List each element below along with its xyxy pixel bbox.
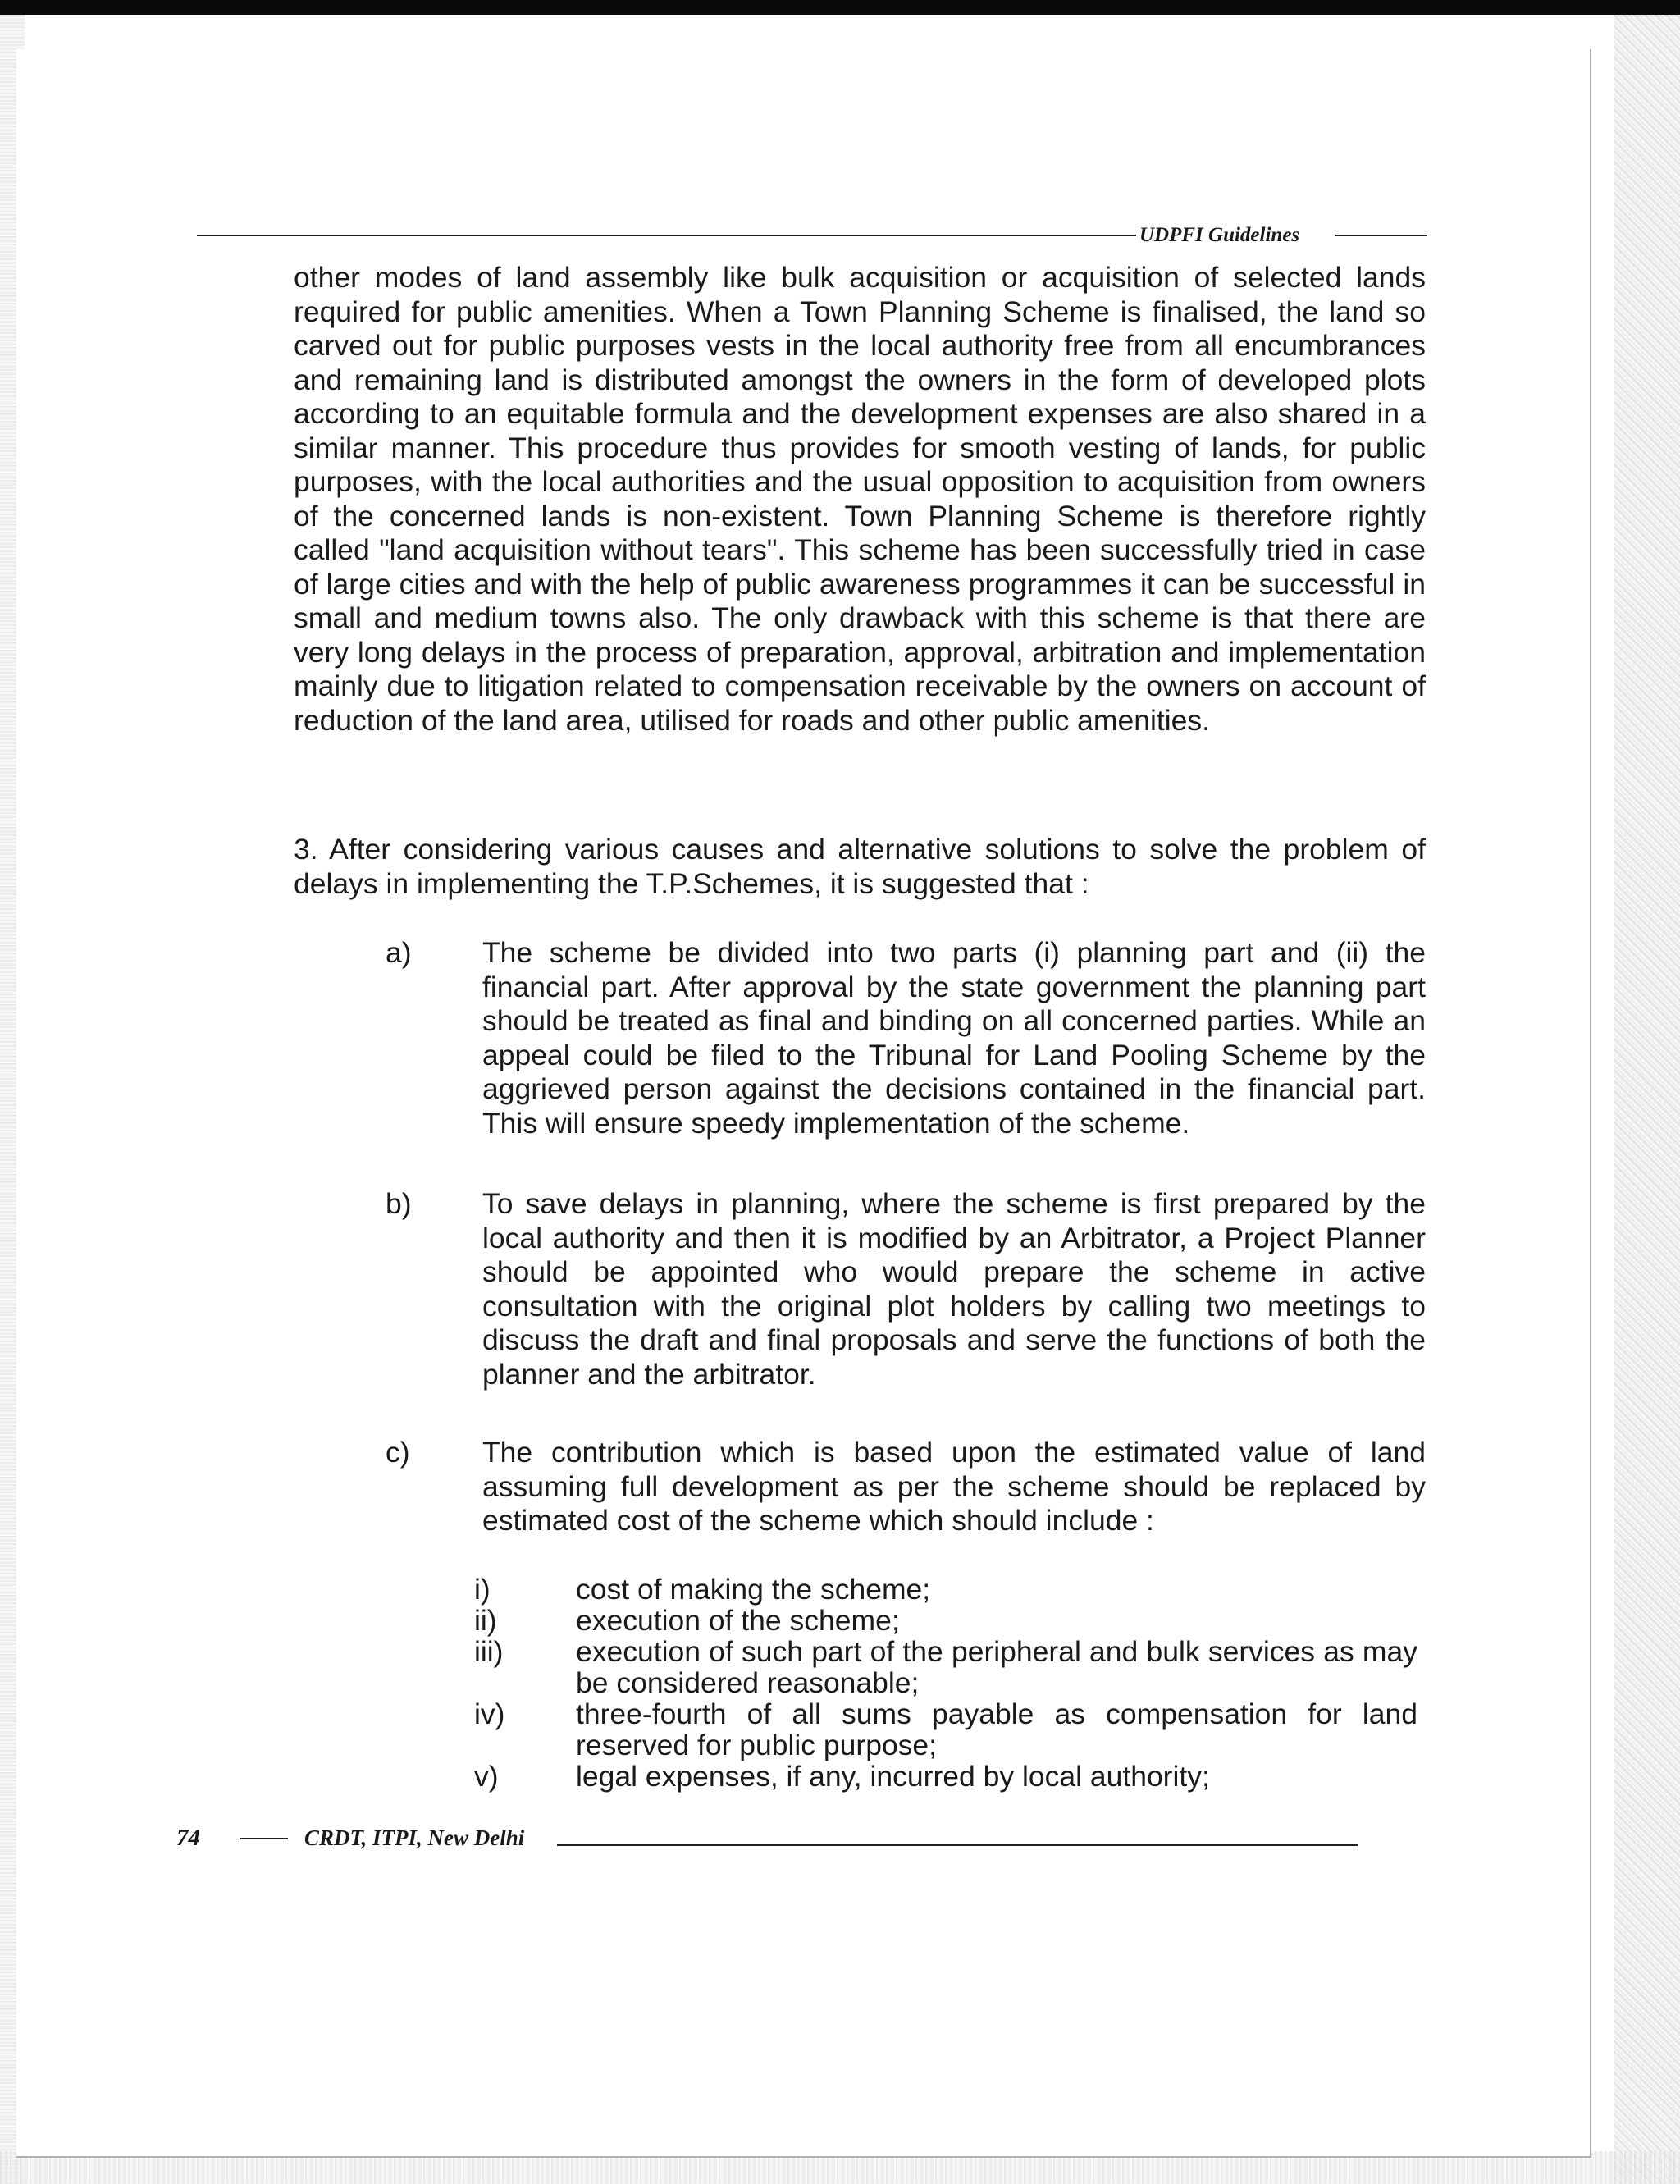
body-paragraph-1: other modes of land assembly like bulk acquisition or acquisition of selected lands required for public amenities. When a Town Planning Scheme is finalised, the land so carved out for public purposes vests in the local authority free from all encumbrances and remaining land is distributed amongst the owners in the form of developed plots according to an equitable formula and the development expenses are also shared in a similar manner. This procedure thus provides for smooth vesting of lands, for public purposes, with the local authorities and the usual opposition to acquisition from owners of the concerned lands is non-existent. Town Planning Scheme is therefore rightly called "land acquisition without tears". This scheme has been successfully tried in case of large cities and with the help of public awareness programmes it can be successful in small and medium towns also. The only drawback with this scheme is that there are very long delays in the process of preparation, approval, arbitration and implementation mainly due to litigation related to compensation receivable by the owners on account of reduction of the land area, utilised for roads and other public amenities. <box>294 261 1426 737</box>
page-header <box>197 224 1427 246</box>
list-item-label: b) <box>386 1187 412 1220</box>
list-item-label: a) <box>386 936 412 969</box>
sub-list-label: v) <box>474 1760 499 1793</box>
list-item-text: The scheme be divided into two parts (i) planning part and (ii) the financial part. After approval by the state government the planning part should be treated as final and binding on all concerned parties. While an appeal could be filed to the Tribunal for Land Pooling Scheme by the aggrieved person against the decisions contained in the financial part. This will ensure speedy implementation of the scheme. <box>482 936 1426 1140</box>
body-paragraph-2: 3. After considering various causes and alternative solutions to solve the problem of delays in implementing the T.P.Schemes, it is suggested that : <box>294 833 1426 900</box>
sub-list-item-iv <box>474 1698 1418 1761</box>
sub-list-text: legal expenses, if any, incurred by local authority; <box>576 1760 1210 1793</box>
page-footer <box>176 1825 1358 1850</box>
sub-list-item-ii <box>474 1605 1418 1636</box>
sub-list-item-i <box>474 1574 1418 1605</box>
sub-list-text: three-fourth of all sums payable as compensation for land reserved for public purpose; <box>576 1697 1418 1761</box>
sub-list-text: execution of such part of the peripheral and bulk services as may be considered reasonable; <box>576 1635 1418 1699</box>
sub-list-text: cost of making the scheme; <box>576 1573 931 1606</box>
header-rule-left <box>197 235 1136 236</box>
footer-organization: CRDT, ITPI, New Delhi <box>304 1825 525 1850</box>
list-item-text: To save delays in planning, where the scheme is first prepared by the local authority and then it is modified by an Arbitrator, a Project Planner should be appointed who would prepare the scheme in active consultation with the original plot holders by calling two meetings to discuss the draft and final proposals and serve the functions of both the planner and the arbitrator. <box>482 1187 1426 1391</box>
sub-list-text: execution of the scheme; <box>576 1604 900 1637</box>
scan-top-border <box>0 0 1680 15</box>
sub-list-label: i) <box>474 1573 491 1606</box>
footer-dash <box>240 1838 288 1839</box>
sub-list-item-v <box>474 1761 1418 1792</box>
sub-list-item-iii <box>474 1636 1418 1698</box>
list-item-text: The contribution which is based upon the estimated value of land assuming full development as per the scheme should be replaced by estimated cost of the scheme which should include : <box>482 1436 1426 1537</box>
page-number: 74 <box>176 1825 200 1851</box>
running-title: UDPFI Guidelines <box>1139 224 1300 246</box>
sub-list-label: iv) <box>474 1697 505 1730</box>
list-item-label: c) <box>386 1436 410 1469</box>
footer-rule <box>557 1844 1358 1846</box>
sub-list-label: ii) <box>474 1604 497 1637</box>
sub-list-label: iii) <box>474 1635 504 1668</box>
header-rule-right <box>1335 235 1427 236</box>
scan-right-edge <box>1614 15 1680 2184</box>
sub-list <box>474 1574 1418 1792</box>
